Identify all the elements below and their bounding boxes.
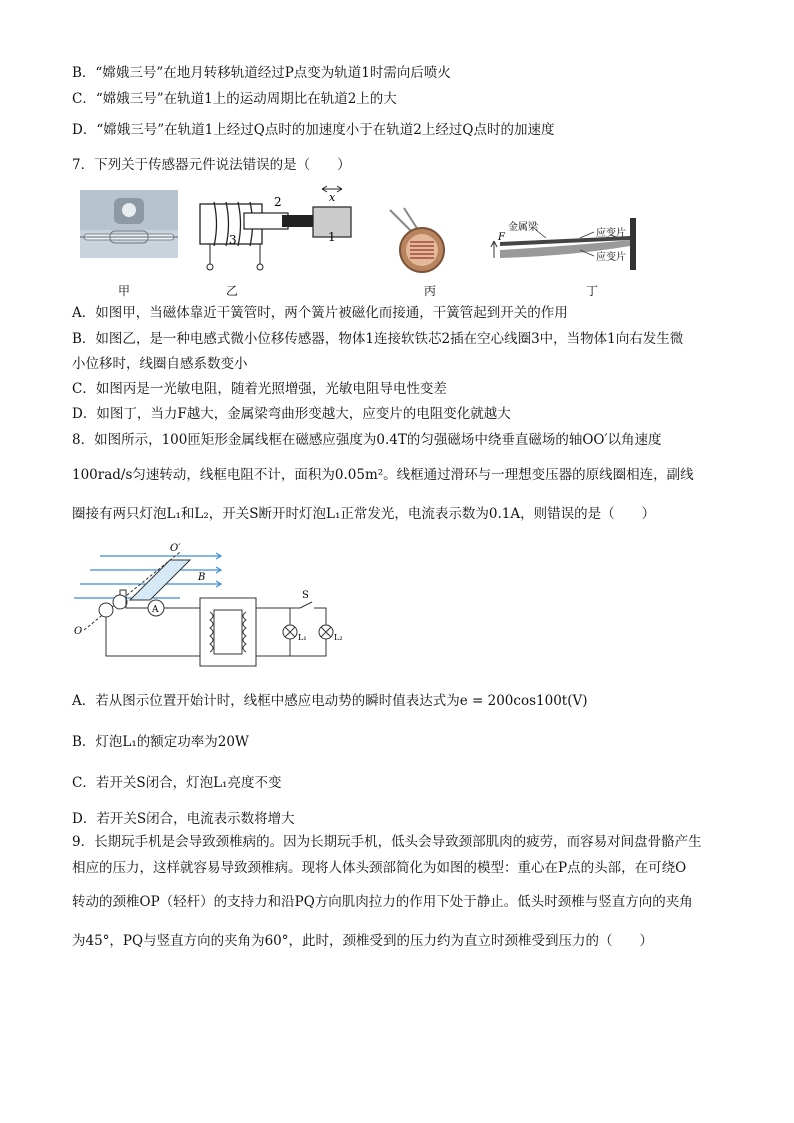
q9-stem-line2: 相应的压力，这样就容易导致颈椎病。现将人体头颈部简化为如图的模型：重心在P点的头部，在可绕O — [72, 860, 687, 876]
ding-label-gauge-top: 应变片 — [596, 228, 626, 239]
q7-stem: 7．下列关于传感器元件说法错误的是（ ） — [72, 157, 351, 173]
q9-stem-line4: 为45°，PQ与竖直方向的夹角为60°，此时，颈椎受到的压力约为直立时颈椎受到压力的（ ） — [72, 933, 654, 949]
q7-option-d: D．如图丁，当力F越大，金属梁弯曲形变越大，应变片的电阻变化就越大 — [72, 406, 511, 422]
label-l2: L₂ — [334, 633, 343, 642]
q7-figure-bing — [376, 206, 456, 274]
q8-circuit-figure — [70, 540, 360, 670]
q7-option-a: A．如图甲，当磁体靠近干簧管时，两个簧片被磁化而接通，干簧管起到开关的作用 — [72, 305, 568, 321]
yi-label-1: 1 — [328, 230, 336, 244]
yi-label-2: 2 — [274, 195, 282, 209]
caption-bing: 丙 — [424, 284, 437, 298]
q7-option-c: C．如图丙是一光敏电阻，随着光照增强，光敏电阻导电性变差 — [72, 381, 447, 397]
ding-label-f: F — [498, 232, 505, 243]
q6-option-d: D．“嫦娥三号”在轨道1上经过Q点时的加速度小于在轨道2上经过Q点时的加速度 — [72, 122, 555, 138]
q8-stem-line1: 8．如图所示，100匝矩形金属线框在磁感应强度为0.4T的匀强磁场中绕垂直磁场的轴OO′以角速度 — [72, 432, 662, 448]
label-switch: S — [302, 590, 309, 601]
q6-option-c: C．“嫦娥三号”在轨道1上的运动周期比在轨道2上的大 — [72, 91, 397, 107]
label-o: O — [74, 626, 83, 637]
caption-jia: 甲 — [118, 284, 131, 298]
label-b: B — [198, 572, 206, 583]
q8-option-a: A．若从图示位置开始计时，线框中感应电动势的瞬时值表达式为e = 200cos100t(V) — [72, 693, 588, 709]
label-o-prime: O′ — [170, 543, 181, 554]
yi-label-x: x — [329, 191, 336, 204]
q8-option-d: D．若开关S闭合，电流表示数将增大 — [72, 811, 295, 827]
caption-ding: 丁 — [586, 284, 599, 298]
q9-stem-line3: 转动的颈椎OP（轻杆）的支持力和沿PQ方向肌肉拉力的作用下处于静止。低头时颈椎与竖直方向的夹角 — [72, 894, 693, 910]
q7-figure-yi — [196, 180, 356, 275]
q9-stem-line1: 9．长期玩手机是会导致颈椎病的。因为长期玩手机，低头会导致颈部肌肉的疲劳，而容易对间盘骨骼产生 — [72, 834, 702, 850]
caption-yi: 乙 — [226, 284, 239, 298]
q7-option-b-line1: B．如图乙，是一种电感式微小位移传感器，物体1连接软铁芯2插在空心线圈3中，当物体1向右发生微 — [72, 331, 684, 347]
q7-figure-ding — [490, 210, 650, 274]
q7-option-b-line2: 小位移时，线圈自感系数变小 — [72, 356, 248, 372]
label-ammeter: A — [152, 605, 159, 615]
q7-figure-jia — [80, 190, 178, 258]
q8-stem-line2: 100rad/s匀速转动，线框电阻不计，面积为0.05m²。线框通过滑环与一理想变压器的原线圈相连，副线 — [72, 467, 694, 483]
ding-label-gauge-bottom: 应变片 — [596, 252, 626, 263]
label-l1: L₁ — [298, 633, 307, 642]
q8-stem-line3: 圈接有两只灯泡L₁和L₂，开关S断开时灯泡L₁正常发光，电流表示数为0.1A，则错误的是（ ） — [72, 506, 656, 522]
ding-label-beam: 金属梁 — [508, 222, 538, 233]
q6-option-b: B．“嫦娥三号”在地月转移轨道经过P点变为轨道1时需向后喷火 — [72, 65, 451, 81]
yi-label-3: 3 — [229, 233, 237, 247]
q8-option-b: B．灯泡L₁的额定功率为20W — [72, 734, 249, 750]
q8-option-c: C．若开关S闭合，灯泡L₁亮度不变 — [72, 775, 282, 791]
